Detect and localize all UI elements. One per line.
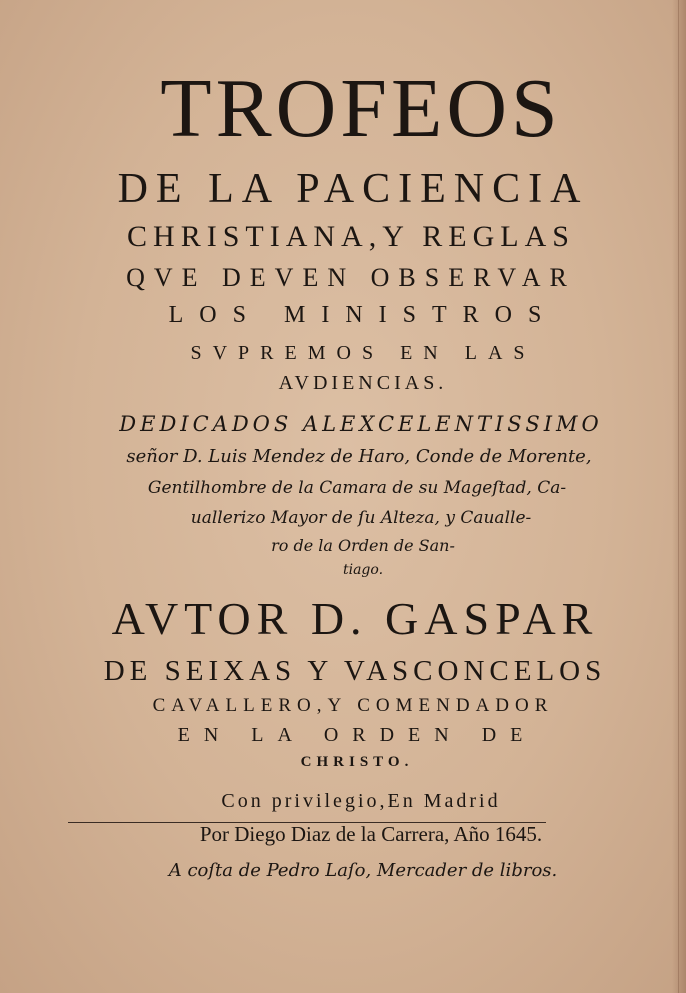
- subtitle-line-2: CHRISTIANA,Y REGLAS: [127, 220, 575, 253]
- author-line-5: CHRISTO.: [300, 754, 414, 770]
- subtitle-line-6: AVDIENCIAS.: [278, 372, 448, 394]
- imprint-printer: Por Diego Diaz de la Carrera, Año 1645.: [199, 822, 543, 846]
- subtitle-line-1: DE LA PACIENCIA: [117, 166, 589, 212]
- book-title: TROFEOS: [160, 62, 562, 155]
- author-line-4: EN LA ORDEN DE: [177, 724, 537, 746]
- dedication-line-1: DEDICADOS ALEXCELENTISSIMO: [119, 412, 603, 436]
- author-line-1: AVTOR D. GASPAR: [111, 593, 599, 644]
- author-line-2: DE SEIXAS Y VASCONCELOS: [103, 655, 607, 687]
- subtitle-line-5: SVPREMOS EN LAS: [190, 342, 536, 364]
- dedication-line-3: Gentilhombre de la Camara de su Mageſtad, Ca-: [147, 478, 567, 498]
- author-line-3: CAVALLERO,Y COMENDADOR: [152, 695, 554, 716]
- dedication-line-5: ro de la Orden de San-: [271, 536, 455, 555]
- dedication-line-6: tiago.: [342, 562, 384, 578]
- imprint-bookseller: A coſta de Pedro Laſo, Mercader de libros.: [168, 860, 558, 881]
- dedication-line-4: uallerizo Mayor de ſu Alteza, y Caualle-: [190, 508, 532, 528]
- dedication-line-2: señor D. Luis Mendez de Haro, Conde de Morente,: [126, 446, 592, 467]
- subtitle-line-4: LOS MINISTROS: [168, 302, 558, 328]
- subtitle-line-3: QVE DEVEN OBSERVAR: [126, 263, 576, 292]
- imprint-privilege: Con privilegio,En Madrid: [221, 790, 501, 812]
